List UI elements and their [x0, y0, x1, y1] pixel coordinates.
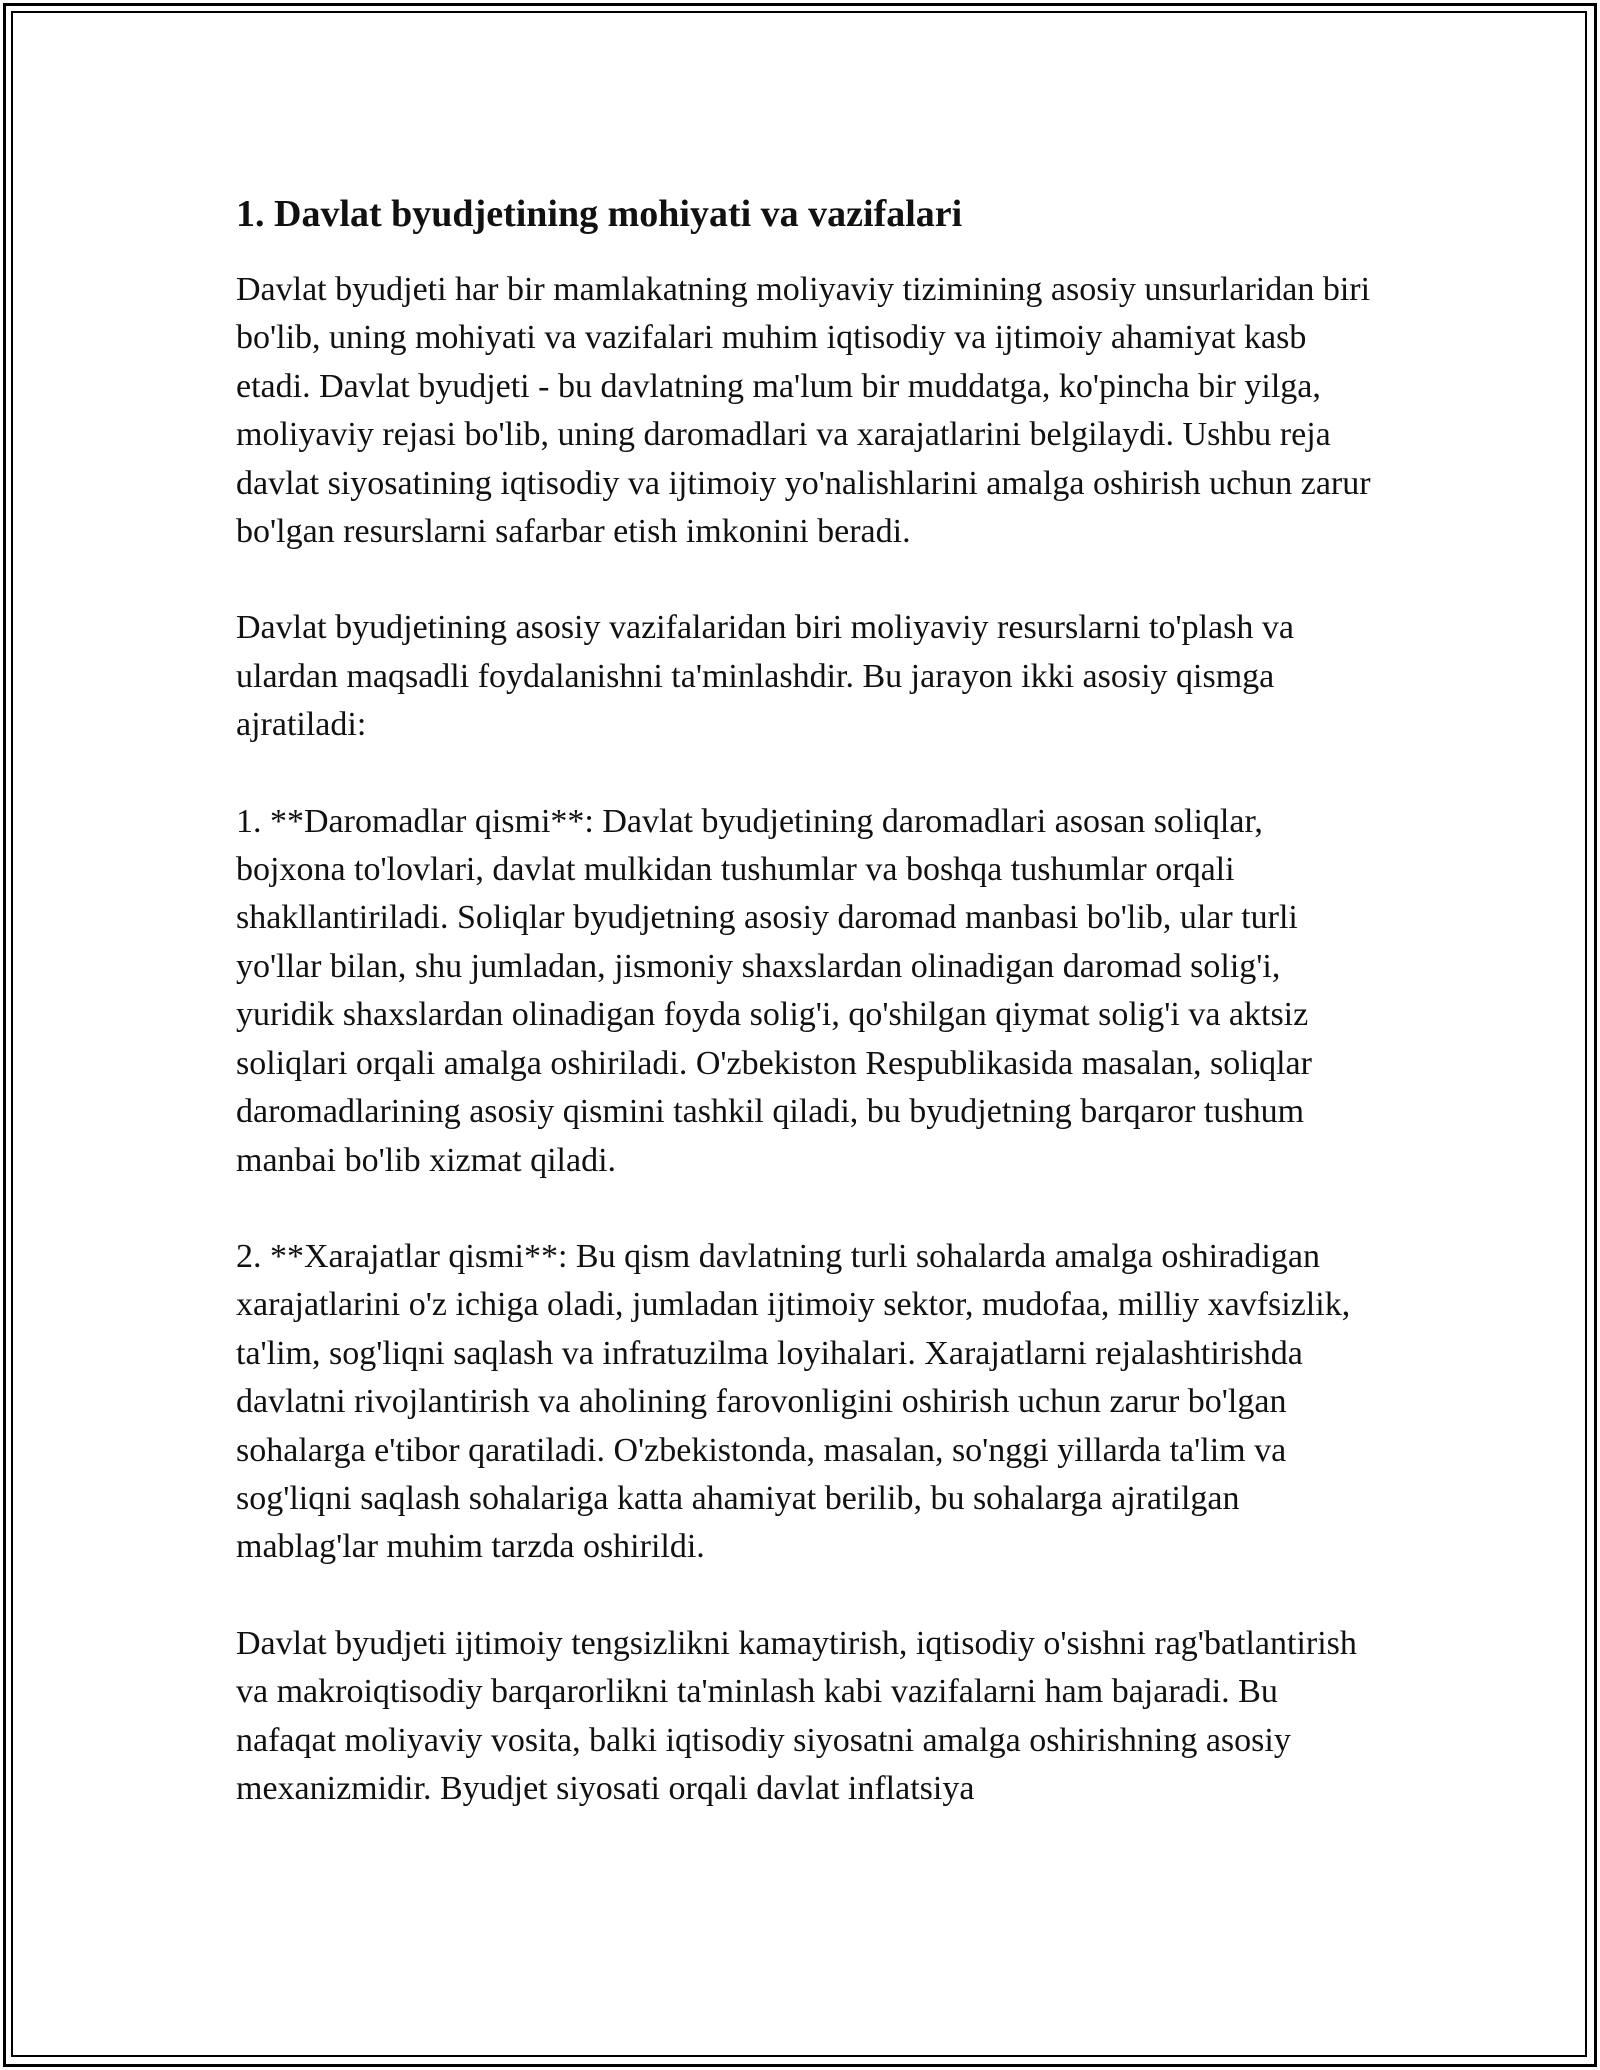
- paragraph-expenditure-part: 2. **Xarajatlar qismi**: Bu qism davlatning turli sohalarda amalga oshiradigan xarajatlarini o'z ichiga oladi, jumladan ijtimoiy sektor, mudofaa, milliy xavfsizlik, ta'lim, sog'liqni saqlash va infratuzilma loyihalari. Xarajatlarni rejalashtirishda davlatni rivojlantirish va aholining farovonligini oshirish uchun zarur bo'lgan sohalarga e'tibor qaratiladi. O'zbekistonda, masalan, so'nggi yillarda ta'lim va sog'liqni saqlash sohalariga katta ahamiyat berilib, bu sohalarga ajratilgan mablag'lar muhim tarzda oshirildi.: [236, 1237, 1351, 1566]
- paragraph-social-role: Davlat byudjeti ijtimoiy tengsizlikni kamaytirish, iqtisodiy o'sishni rag'batlantirish va makroiqtisodiy barqarorlikni ta'minlash kabi vazifalarni ham bajaradi. Bu nafaqat moliyaviy vosita, balki iqtisodiy siyosatni amalga oshirishning asosiy mexanizmidir. Byudjet siyosati orqali davlat inflatsiya: [236, 1624, 1357, 1807]
- section-heading: 1. Davlat byudjetining mohiyati va vazifalari: [236, 193, 963, 235]
- paragraph-tasks: Davlat byudjetining asosiy vazifalaridan biri moliyaviy resurslarni to'plash va ulardan maqsadli foydalanishni ta'minlashdir. Bu jarayon ikki asosiy qismga ajratiladi:: [236, 609, 1294, 744]
- document-body: [236, 186, 1376, 1813]
- paragraph-intro: Davlat byudjeti har bir mamlakatning moliyaviy tizimining asosiy unsurlaridan biri bo'lib, uning mohiyati va vazifalari muhim iqtisodiy va ijtimoiy ahamiyat kasb etadi. Davlat byudjeti - bu davlatning ma'lum bir muddatga, ko'pincha bir yilga, moliyaviy rejasi bo'lib, uning daromadlari va xarajatlarini belgilaydi. Ushbu reja davlat siyosatining iqtisodiy va ijtimoiy yo'nalishlarini amalga oshirish uchun zarur bo'lgan resurslarni safarbar etish imkonini beradi.: [236, 271, 1371, 551]
- paragraph-revenue-part: 1. **Daromadlar qismi**: Davlat byudjetining daromadlari asosan soliqlar, bojxona to'lovlari, davlat mulkidan tushumlar va boshqa tushumlar orqali shakllantiriladi. Soliqlar byudjetning asosiy daromad manbasi bo'lib, ular turli yo'llar bilan, shu jumladan, jismoniy shaxslardan olinadigan daromad solig'i, yuridik shaxslardan olinadigan foyda solig'i, qo'shilgan qiymat solig'i va aktsiz soliqlari orqali amalga oshiriladi. O'zbekiston Respublikasida masalan, soliqlar daromadlarining asosiy qismini tashkil qiladi, bu byudjetning barqaror tushum manbai bo'lib xizmat qiladi.: [236, 802, 1312, 1179]
